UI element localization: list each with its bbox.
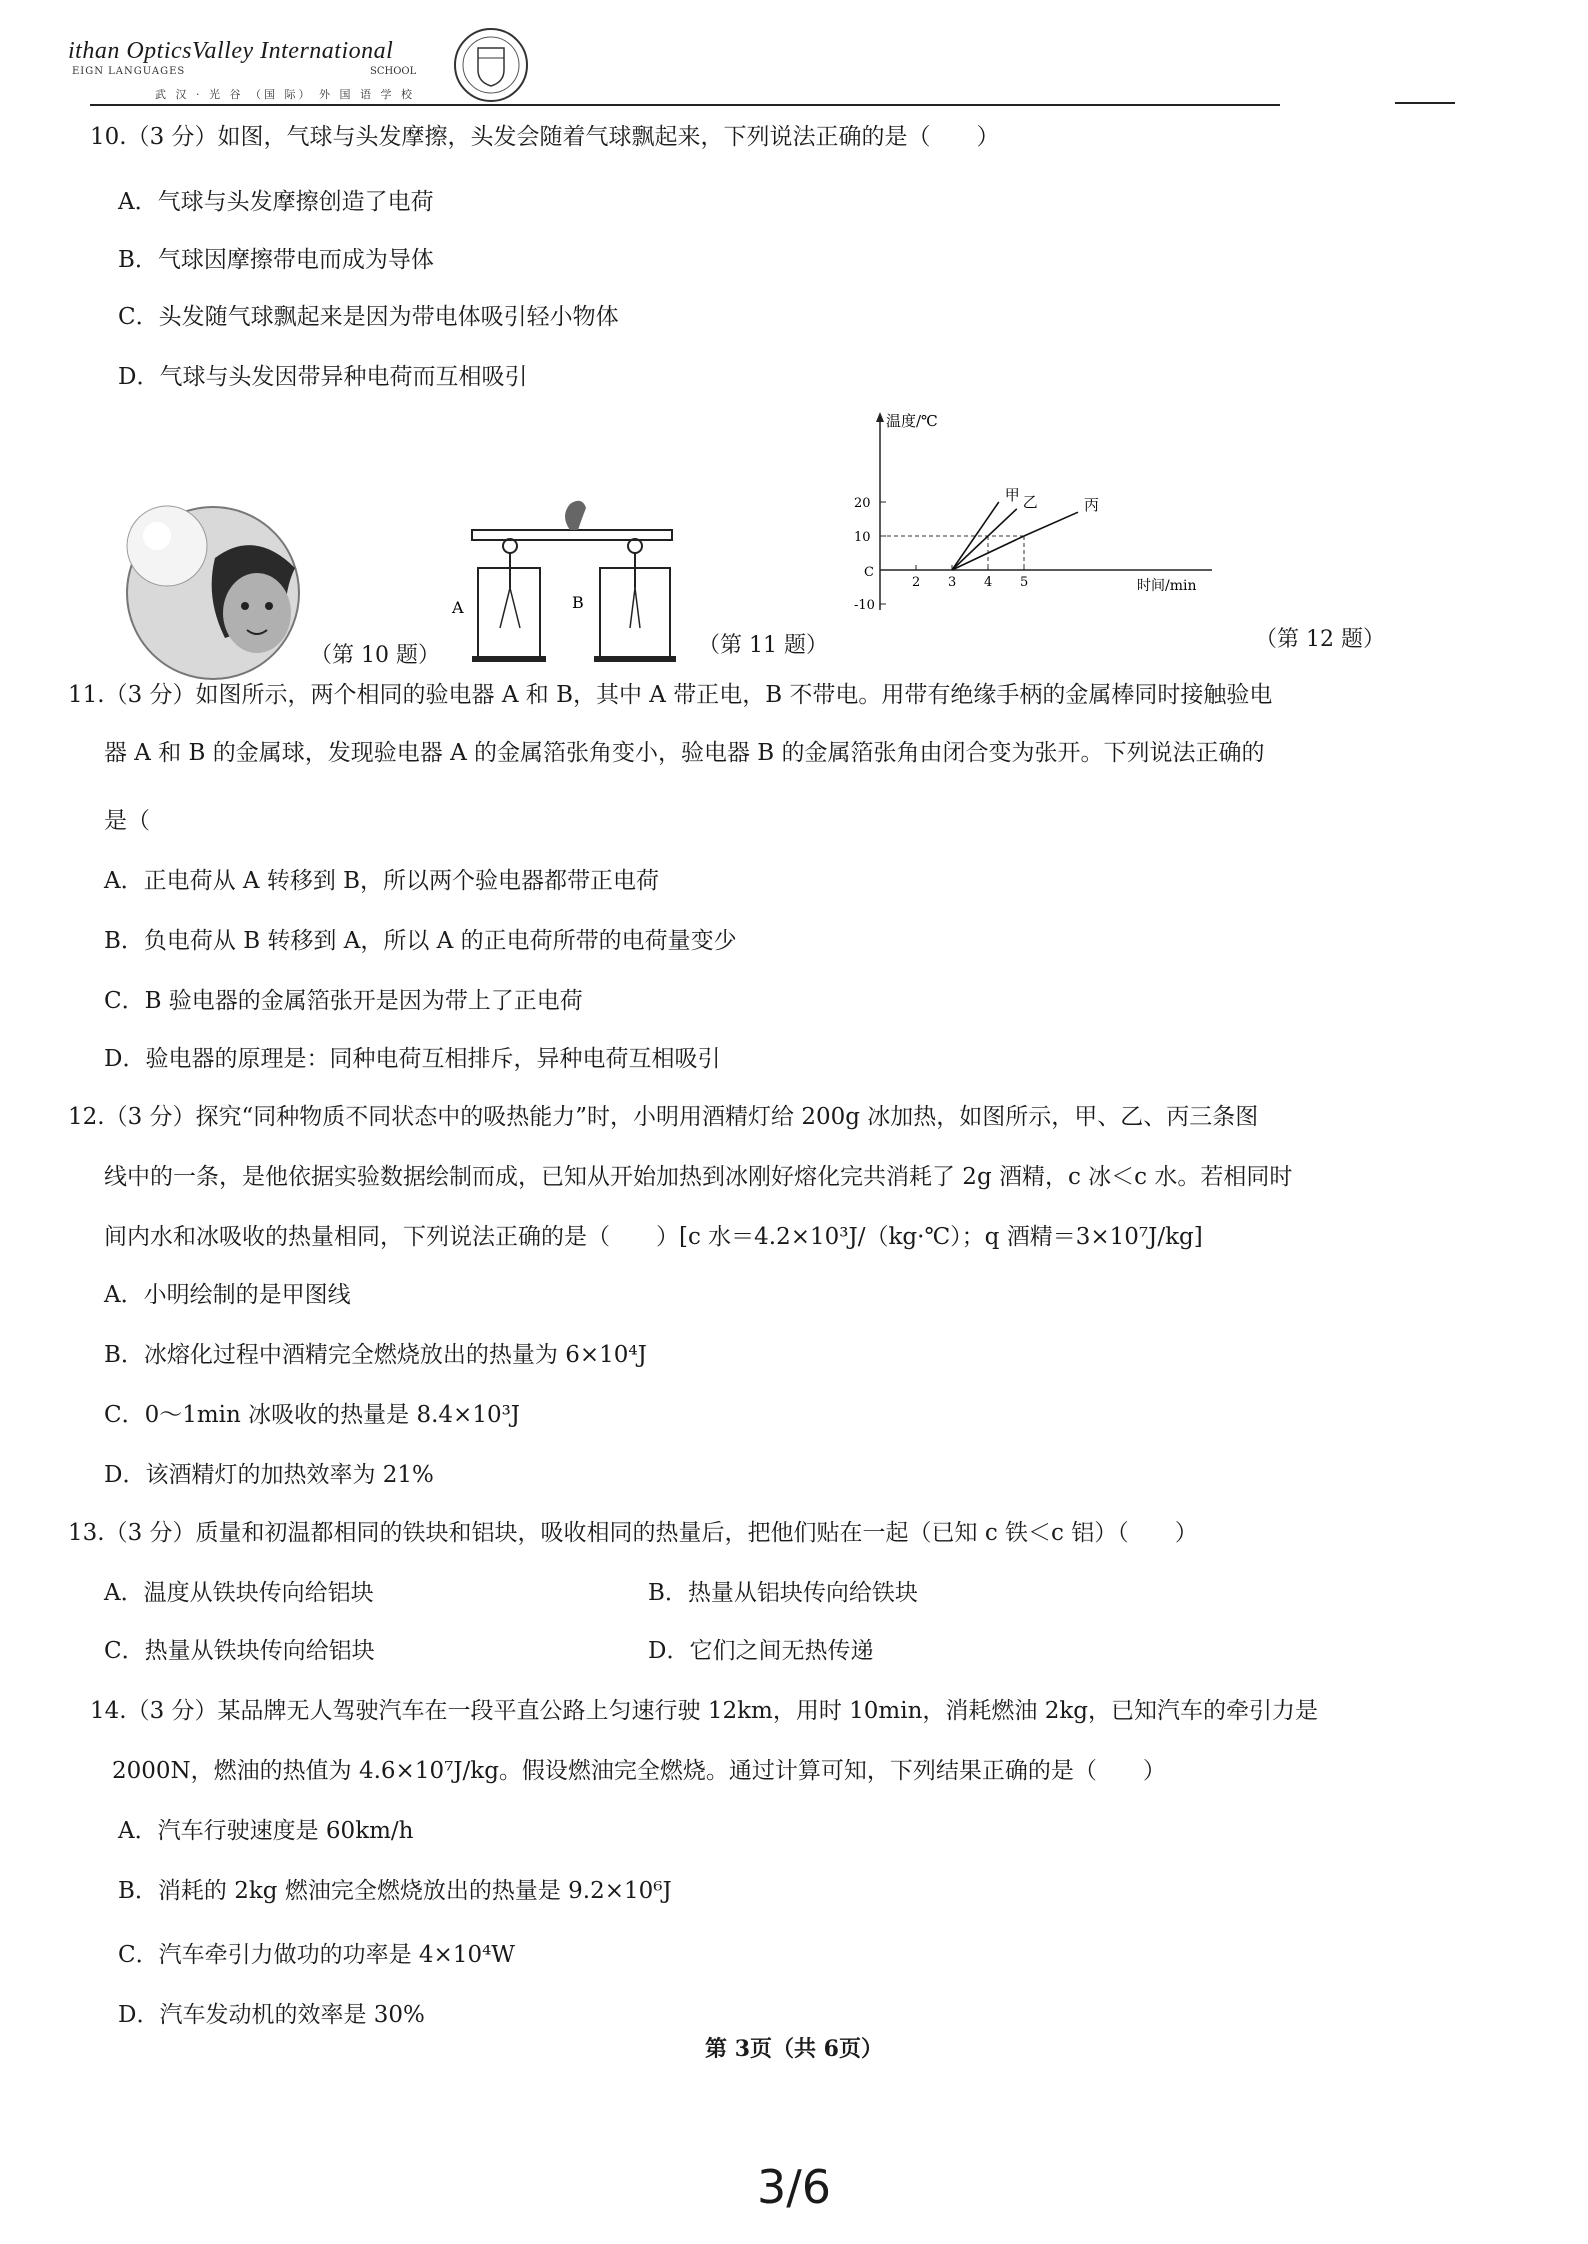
q10-option-b: B．气球因摩擦带电而成为导体 bbox=[118, 247, 434, 273]
page-number: 3/6 bbox=[756, 2160, 832, 2214]
q11-option-a: A．正电荷从 A 转移到 B，所以两个验电器都带正电荷 bbox=[104, 868, 660, 894]
electroscopes-diagram bbox=[450, 478, 690, 668]
series-line-3 bbox=[952, 512, 1078, 570]
q12-option-c: C．0～1min 冰吸收的热量是 8.4×10³J bbox=[104, 1402, 521, 1428]
q12-stem-line1: 12.（3 分）探究“同种物质不同状态中的吸热能力”时，小明用酒精灯给 200g 冰加热，如图所示，甲、乙、丙三条图 bbox=[68, 1104, 1259, 1130]
figure12-caption: （第 12 题） bbox=[1255, 627, 1385, 652]
school-subtitle-left: EIGN LANGUAGES bbox=[72, 66, 186, 77]
y-tick-label: 20 bbox=[854, 496, 871, 511]
origin-label: C bbox=[864, 565, 874, 580]
figure10-caption: （第 10 题） bbox=[310, 643, 440, 668]
q12-stem-line2: 线中的一条，是他依据实验数据绘制而成，已知从开始加热到冰刚好熔化完共消耗了 2g 酒精，c 冰＜c 水。若相同时 bbox=[104, 1164, 1293, 1190]
y-axis-label: 温度/℃ bbox=[886, 412, 938, 430]
q13-option-b: B．热量从铝块传向给铁块 bbox=[648, 1580, 918, 1606]
electroscope-b-label: B bbox=[572, 593, 584, 612]
q13-option-a: A．温度从铁块传向给铝块 bbox=[104, 1580, 374, 1606]
temperature-time-chart bbox=[852, 400, 1252, 640]
y-tick-label: -10 bbox=[854, 598, 875, 613]
q11-stem-line3: 是（ bbox=[104, 808, 150, 834]
school-name: ithan OpticsValley International bbox=[68, 38, 394, 64]
q10-option-c: C．头发随气球飘起来是因为带电体吸引轻小物体 bbox=[118, 304, 619, 330]
series-label-3: 丙 bbox=[1084, 496, 1100, 515]
series-label-1: 甲 bbox=[1004, 486, 1020, 504]
q11-option-c: C．B 验电器的金属箔张开是因为带上了正电荷 bbox=[104, 988, 583, 1014]
q11-option-d: D．验电器的原理是：同种电荷互相排斥，异种电荷互相吸引 bbox=[104, 1046, 721, 1072]
balloon-hair-photo bbox=[105, 498, 325, 688]
x-axis-label: 时间/min bbox=[1137, 578, 1197, 594]
q14-option-b: B．消耗的 2kg 燃油完全燃烧放出的热量是 9.2×10⁶J bbox=[118, 1878, 672, 1904]
q10-option-d: D．气球与头发因带异种电荷而互相吸引 bbox=[118, 364, 528, 390]
q11-stem-line1: 11.（3 分）如图所示，两个相同的验电器 A 和 B，其中 A 带正电，B 不带电。用带有绝缘手柄的金属棒同时接触验电 bbox=[68, 682, 1273, 708]
q11-stem-line2: 器 A 和 B 的金属球，发现验电器 A 的金属箔张角变小，验电器 B 的金属箔张角由闭合变为张开。下列说法正确的 bbox=[104, 740, 1265, 766]
q14-stem-line2: 2000N，燃油的热值为 4.6×10⁷J/kg。假设燃油完全燃烧。通过计算可知，下列结果正确的是（ ） bbox=[112, 1758, 1166, 1784]
q13-option-c: C．热量从铁块传向给铝块 bbox=[104, 1638, 375, 1664]
q12-option-b: B．冰熔化过程中酒精完全燃烧放出的热量为 6×10⁴J bbox=[104, 1342, 647, 1368]
x-tick-label: 3 bbox=[948, 575, 957, 590]
q14-option-c: C．汽车牵引力做功的功率是 4×10⁴W bbox=[118, 1942, 515, 1968]
y-axis-arrow bbox=[876, 412, 884, 422]
series-line-2 bbox=[952, 509, 1017, 570]
q12-option-a: A．小明绘制的是甲图线 bbox=[104, 1282, 351, 1308]
x-tick-label: 2 bbox=[912, 575, 921, 590]
header-rule-right bbox=[1395, 102, 1455, 104]
page-footer: 第 3页（共 6页） bbox=[705, 2036, 883, 2062]
electroscope-a-label: A bbox=[452, 598, 464, 617]
series-label-2: 乙 bbox=[1022, 492, 1038, 511]
q10-stem: 10.（3 分）如图，气球与头发摩擦，头发会随着气球飘起来，下列说法正确的是（ ） bbox=[90, 124, 1000, 150]
school-subtitle-right: SCHOOL bbox=[370, 66, 417, 77]
q12-stem-line3: 间内水和冰吸收的热量相同，下列说法正确的是（ ）[c 水＝4.2×10³J/（kg·℃）；q 酒精＝3×10⁷J/kg] bbox=[104, 1224, 1203, 1250]
x-tick-label: 4 bbox=[984, 575, 993, 590]
q10-option-a: A．气球与头发摩擦创造了电荷 bbox=[118, 189, 434, 215]
q13-option-d: D．它们之间无热传递 bbox=[648, 1638, 874, 1664]
q14-stem-line1: 14.（3 分）某品牌无人驾驶汽车在一段平直公路上匀速行驶 12km，用时 10min，消耗燃油 2kg，已知汽车的牵引力是 bbox=[90, 1698, 1319, 1724]
q13-stem: 13.（3 分）质量和初温都相同的铁块和铝块，吸收相同的热量后，把他们贴在一起（已知 c 铁＜c 铝）（ ） bbox=[68, 1520, 1198, 1546]
school-logo-icon bbox=[452, 26, 530, 104]
figure11-caption: （第 11 题） bbox=[698, 633, 828, 658]
x-tick-label: 5 bbox=[1020, 575, 1029, 590]
header-rule bbox=[90, 104, 1280, 106]
q14-option-a: A．汽车行驶速度是 60km/h bbox=[118, 1818, 414, 1844]
q11-option-b: B．负电荷从 B 转移到 A，所以 A 的正电荷所带的电荷量变少 bbox=[104, 928, 737, 954]
q14-option-d: D．汽车发动机的效率是 30% bbox=[118, 2002, 425, 2028]
y-tick-label: 10 bbox=[854, 530, 871, 545]
q12-option-d: D．该酒精灯的加热效率为 21% bbox=[104, 1462, 434, 1488]
school-chinese-name: 武 汉 · 光 谷 （国 际） 外 国 语 学 校 bbox=[155, 88, 415, 101]
